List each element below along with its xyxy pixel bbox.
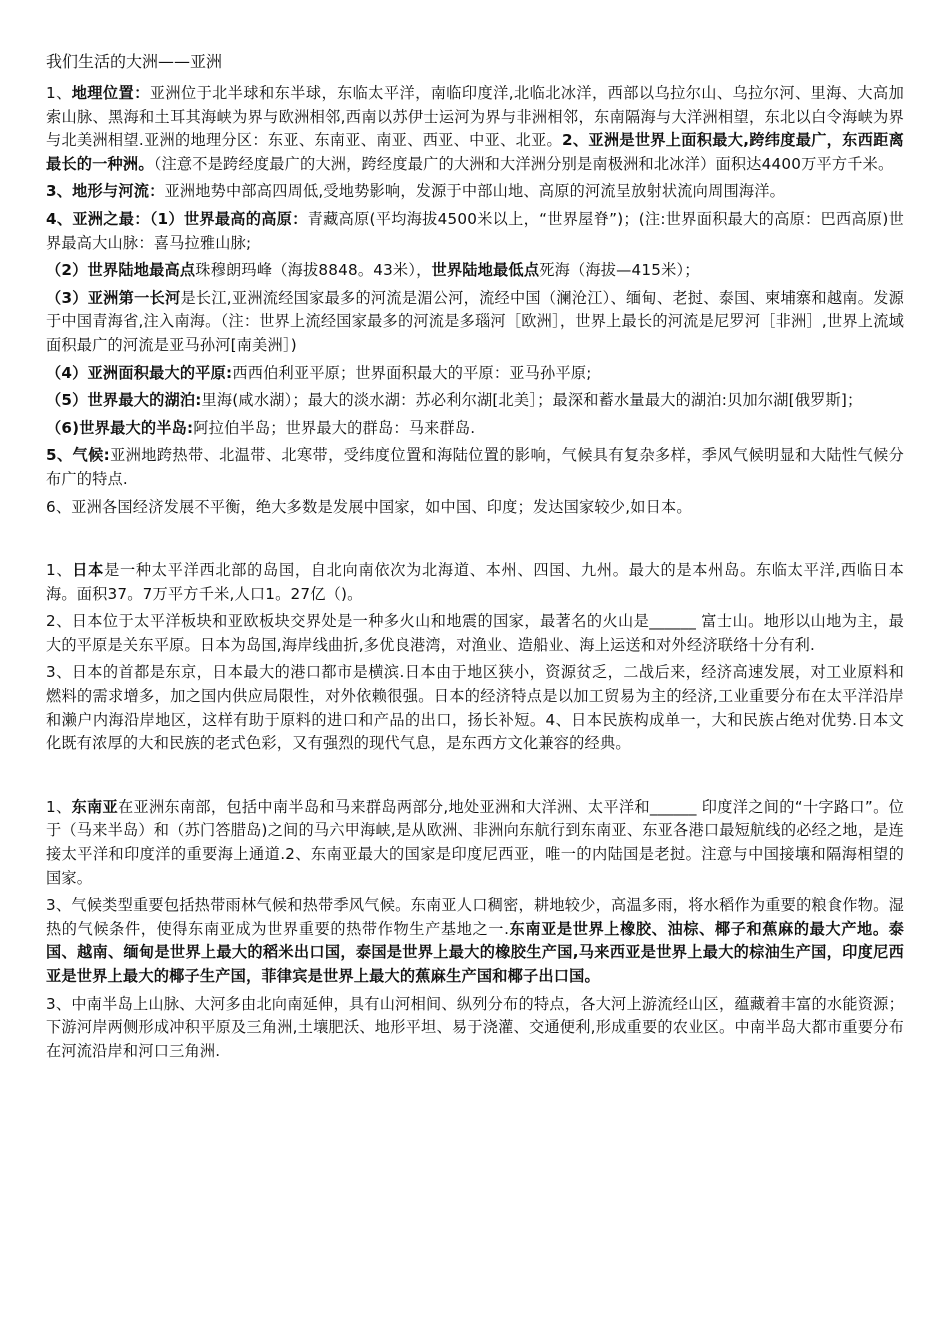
text-run: 世界陆地最低点 xyxy=(431,261,540,280)
paragraph xyxy=(46,661,904,755)
text-run: 亚洲地势中部高四周低,受地势影响，发源于中部山地、高原的河流呈放射状流向周围海洋。 xyxy=(164,182,786,201)
text-run: 青藏高原(平均海拔4500米以上，“世界屋脊”)；(注:世界面积最大的高原：巴西高原)世界最高大山脉：喜马拉雅山脉; xyxy=(46,209,904,252)
paragraph xyxy=(46,796,904,890)
paragraph xyxy=(46,208,904,255)
paragraph xyxy=(46,287,904,358)
paragraph xyxy=(46,894,904,988)
text-run: 3、日本的首都是东京，日本最大的港口都市是横滨.日本由于地区狭小，资源贫乏，二战后来，经济高速发展，对工业原料和燃料的需求增多，加之国内供应局限性，对外依赖很强。日本的经济特点是以加工贸易为主的经济,工业重要分布在太平洋沿岸和濑户内海沿岸地区，这样有助于原料的进口和产品的出口，扬长补短。4、日本民族构成单一，大和民族占绝对优势.日本文化既有浓厚的大和民族的老式色彩，又有强烈的现代气息，是东西方文化兼容的经典。 xyxy=(46,663,904,753)
text-run: 1、 xyxy=(46,797,72,816)
paragraph xyxy=(46,259,904,283)
text-run: 亚洲地跨热带、北温带、北寒带，受纬度位置和海陆位置的影响，气候具有复杂多样，季风气候明显和大陆性气候分布广的特点. xyxy=(46,446,904,488)
paragraph xyxy=(46,417,904,441)
text-run: 2、亚洲是世界上面积最大,跨纬度最广，东西距离最长的一种洲。 xyxy=(46,131,904,173)
text-run: 死海（海拔—415米）； xyxy=(539,261,700,280)
text-run: 阿拉伯半岛；世界最大的群岛：马来群岛. xyxy=(193,418,476,437)
text-run: 3、中南半岛上山脉、大河多由北向南延伸，具有山河相间、纵列分布的特点，各大河上游流经山区，蕴藏着丰富的水能资源；下游河岸两侧形成冲积平原及三角洲,土壤肥沃、地形平坦、易于浇灌、交通便利,形成重要的农业区。中南半岛大都市重要分布在河流沿岸和河口三角洲. xyxy=(46,994,904,1060)
text-run: 1、 xyxy=(46,561,73,580)
text-run: 在亚洲东南部，包括中南半岛和马来群岛两部分,地处亚洲和大洋洲、太平洋和______ 印度洋之间的“十字路口”。位于（马来半岛）和（苏门答腊岛)之间的马六甲海峡,是从欧洲、非洲向东航行到东南亚、东亚各港口最短航线的必经之地，是连接太平洋和印度洋的重要海上通道.2、东南亚最大的国家是印度尼西亚，唯一的内陆国是老挝。注意与中国接壤和隔海相望的国家。 xyxy=(46,797,904,887)
text-run: （3）亚洲第一长河 xyxy=(46,288,181,307)
text-run: 3、地形与河流： xyxy=(46,182,165,201)
text-run: 日本 xyxy=(72,561,105,580)
section-southeast-asia xyxy=(46,796,904,1064)
text-run: 1、 xyxy=(46,84,72,102)
text-run: 东南亚是世界上橡胶、油棕、椰子和蕉麻的最大产地。泰国、越南、缅甸是世界上最大的稻米出口国，泰国是世界上最大的橡胶生产国,马来西亚是世界上最大的棕油生产国，印度尼西亚是世界上最大的椰子生产国，菲律宾是世界上最大的蕉麻生产国和椰子出口国。 xyxy=(46,919,905,985)
paragraph xyxy=(46,180,904,204)
document-title: 我们生活的大洲——亚洲 xyxy=(46,52,223,71)
text-run: 6、亚洲各国经济发展不平衡，绝大多数是发展中国家，如中国、印度；发达国家较少,如日本。 xyxy=(46,497,692,516)
paragraph xyxy=(46,559,904,606)
section-gap xyxy=(46,760,904,796)
text-run: 3、气候类型重要包括热带雨林气候和热带季风气候。东南亚人口稠密，耕地较少，高温多雨，将水稻作为重要的粮食作物。湿热的气候条件，使得东南亚成为世界重要的热带作物生产基地之一. xyxy=(46,896,904,938)
section-gap xyxy=(46,523,904,559)
text-run: （4）亚洲面积最大的平原: xyxy=(46,363,233,382)
document-page xyxy=(46,50,904,1067)
text-run: （注意不是跨经度最广的大洲，跨经度最广的大洲和大洋洲分别是南极洲和北冰洋）面积达4400万平方千米。 xyxy=(153,154,894,173)
paragraph xyxy=(46,362,904,386)
text-run: 是一种太平洋西北部的岛国，自北向南依次为北海道、本州、四国、九州。最大的是本州岛。东临太平洋,西临日本海。面积37。7万平方千米,人口1。27亿（)。 xyxy=(46,561,904,603)
text-run: 亚洲位于北半球和东半球，东临太平洋，南临印度洋,北临北冰洋，西部以乌拉尔山、乌拉尔河、里海、大高加索山脉、黑海和土耳其海峡为界与欧洲相邻,西南以苏伊士运河为界与非洲相邻，东南隔海与大洋洲相望，东北以白令海峡为界与北美洲相望.亚洲的地理分区：东亚、东南亚、南亚、西亚、中亚、北亚。 xyxy=(46,84,904,150)
text-run: 珠穆朗玛峰（海拔8848。43米）， xyxy=(195,261,432,280)
paragraph xyxy=(46,496,904,520)
paragraph xyxy=(46,993,904,1064)
text-run: （5）世界最大的湖泊: xyxy=(46,391,202,410)
section-japan xyxy=(46,559,904,756)
text-run: 4、亚洲之最：（1）世界最高的高原： xyxy=(46,209,308,228)
text-run: 5、气候: xyxy=(46,446,110,465)
section-asia xyxy=(46,82,904,519)
text-run: 是长江,亚洲流经国家最多的河流是湄公河，流经中国（澜沧江）、缅甸、老挝、泰国、柬埔寨和越南。发源于中国青海省,注入南海。（注：世界上流经国家最多的河流是多瑙河［欧洲］，世界上最长的河流是尼罗河［非洲］,世界上流域面积最广的河流是亚马孙河[南美洲］) xyxy=(46,288,905,354)
text-run: 里海(咸水湖）；最大的淡水湖：苏必利尔湖[北美］；最深和蓄水量最大的湖泊:贝加尔湖[俄罗斯]； xyxy=(201,391,863,410)
text-run: 东南亚 xyxy=(71,797,118,816)
text-run: 西西伯利亚平原；世界面积最大的平原：亚马孙平原; xyxy=(232,363,592,382)
paragraph xyxy=(46,389,904,413)
paragraph xyxy=(46,82,904,176)
paragraph xyxy=(46,444,904,491)
text-run: 地理位置： xyxy=(71,84,150,102)
text-run: 2、日本位于太平洋板块和亚欧板块交界处是一种多火山和地震的国家，最著名的火山是______ 富士山。地形以山地为主，最大的平原是关东平原。日本为岛国,海岸线曲折,多优良港湾，对渔业、造船业、海上运送和对外经济联络十分有利. xyxy=(46,612,904,654)
paragraph xyxy=(46,610,904,657)
text-run: （2）世界陆地最高点 xyxy=(46,261,196,280)
text-run: （6)世界最大的半岛: xyxy=(46,418,194,437)
